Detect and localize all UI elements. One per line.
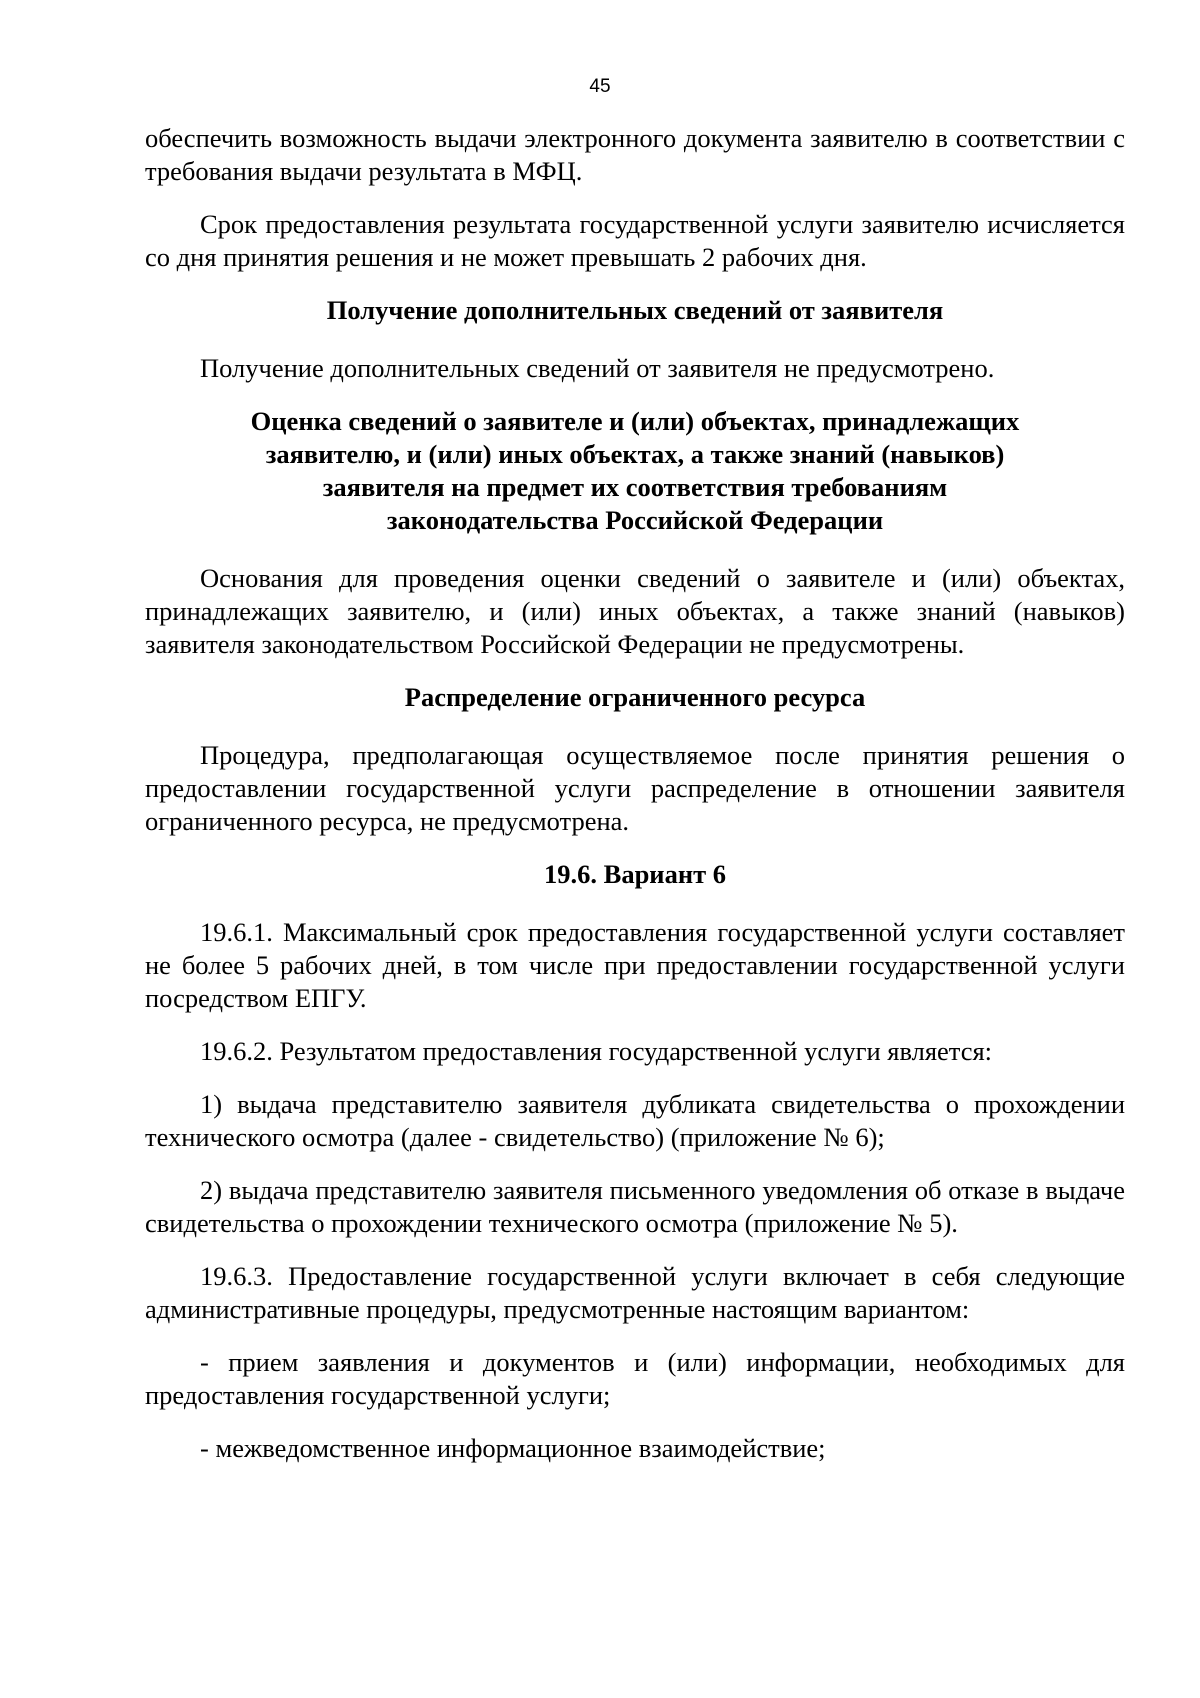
heading-applicant-assessment [145, 405, 1125, 537]
list-item-result-1: 1) выдача представителю заявителя дубликата свидетельства о прохождении технического осмотра (далее - свидетельство) (приложение № 6); [145, 1089, 1125, 1152]
paragraph-19-6-3: 19.6.3. Предоставление государственной услуги включает в себя следующие административные процедуры, предусмотренные настоящим вариантом: [145, 1261, 1125, 1324]
heading-variant-6: 19.6. Вариант 6 [544, 859, 726, 889]
list-item-result-2: 2) выдача представителю заявителя письменного уведомления об отказе в выдаче свидетельства о прохождении технического осмотра (приложение № 5). [145, 1175, 1125, 1238]
list-item-procedure-1: - прием заявления и документов и (или) информации, необходимых для предоставления государственной услуги; [145, 1347, 1125, 1410]
list-item-procedure-2: - межведомственное информационное взаимодействие; [200, 1433, 826, 1463]
heading-line: законодательства Российской Федерации [386, 505, 884, 535]
paragraph-19-6-1: 19.6.1. Максимальный срок предоставления государственной услуги составляет не более 5 рабочих дней, в том числе при предоставлении государственной услуги посредством ЕПГУ. [145, 917, 1125, 1013]
document-body [145, 122, 1125, 1485]
heading-limited-resource: Распределение ограниченного ресурса [404, 682, 866, 712]
paragraph-applicant-assessment: Основания для проведения оценки сведений о заявителе и (или) объектах, принадлежащих заявителю, и (или) иных объектах, а также знаний (навыков) заявителя законодательством Российской Федерации не предусмотрены. [145, 563, 1125, 659]
heading-line: заявителю, и (или) иных объектах, а также знаний (навыков) [265, 439, 1005, 469]
heading-line: Оценка сведений о заявителе и (или) объектах, принадлежащих [250, 406, 1020, 436]
heading-additional-info: Получение дополнительных сведений от заявителя [326, 295, 944, 325]
heading-line: заявителя на предмет их соответствия требованиям [322, 472, 948, 502]
paragraph-19-6-2: 19.6.2. Результатом предоставления государственной услуги является: [200, 1036, 993, 1066]
paragraph-continuation: обеспечить возможность выдачи электронного документа заявителю в соответствии с требования выдачи результата в МФЦ. [145, 123, 1125, 186]
paragraph-limited-resource: Процедура, предполагающая осуществляемое после принятия решения о предоставлении государственной услуги распределение в отношении заявителя ограниченного ресурса, не предусмотрена. [145, 740, 1125, 836]
paragraph-result-deadline: Срок предоставления результата государственной услуги заявителю исчисляется со дня принятия решения и не может превышать 2 рабочих дня. [145, 209, 1125, 272]
paragraph-additional-info: Получение дополнительных сведений от заявителя не предусмотрено. [200, 353, 995, 383]
page-number: 45 [589, 76, 611, 97]
